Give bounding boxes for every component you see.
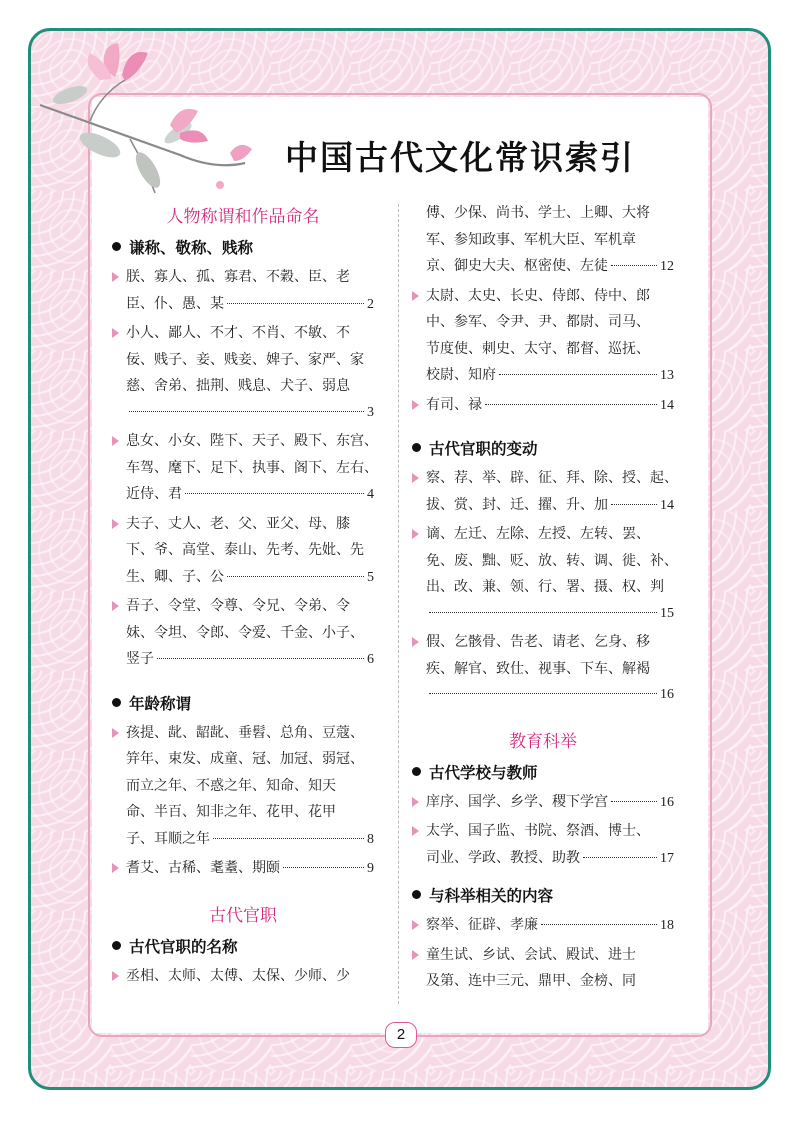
index-entry[interactable] [112,264,374,318]
index-entry[interactable] [412,789,674,817]
subsection-heading: 古代官职的名称 [112,933,374,963]
entry-page-number: 12 [660,259,674,274]
entry-text: 下、爷、高堂、泰山、先考、先妣、先 [126,542,364,558]
entry-text: 有司、禄 [426,396,482,413]
entry-text: 军、参知政事、军机大臣、军机章 [426,231,636,248]
entry-text: 免、废、黜、贬、放、转、调、徙、补、 [426,552,678,569]
column-divider [398,204,399,1004]
entry-text: 疾、解官、致仕、视事、下车、解褐 [426,660,650,677]
entry-text: 息女、小女、陛下、天子、殿下、东宫、 [126,433,378,449]
entry-text: 子、耳顺之年 [126,830,210,847]
entry-text: 命、半百、知非之年、花甲、花甲 [126,804,336,820]
entry-page-number: 8 [367,831,374,847]
spacer [112,885,374,899]
entry-text: 臣、仆、愚、某 [126,295,224,312]
entry-page-number: 9 [367,861,374,876]
entry-last-line [126,855,374,883]
entry-marker-icon [112,519,119,529]
entry-page-number: 2 [367,296,374,312]
index-entry[interactable] [112,593,374,674]
entry-text: 太学、国子监、书院、祭酒、博士、 [426,823,650,839]
subsection-heading: 古代学校与教师 [412,759,674,789]
index-entry[interactable] [112,720,374,854]
leader-dots [611,800,657,802]
index-entry[interactable] [112,963,374,990]
spacer [112,676,374,690]
leader-dots [485,403,657,405]
entry-text: 竖子 [126,651,154,667]
entry-text: 太尉、太史、长史、侍郎、侍中、郎 [426,287,650,304]
section-heading: 教育科举 [509,731,577,751]
entry-text: 孩提、龀、龆龀、垂髫、总角、豆蔻、 [126,724,364,741]
entry-page-number: 14 [660,397,674,413]
entry-last-line [426,601,674,628]
right-column [412,200,678,997]
entry-text: 夫子、丈人、老、父、亚父、母、膝 [126,515,350,532]
entry-page-number: 6 [367,652,374,667]
index-entry[interactable] [112,511,374,592]
bullet-dot-icon [112,698,121,707]
entry-text: 校尉、知府 [426,367,496,383]
entry-marker-icon [412,797,419,807]
entry-text: 傅、少保、尚书、学士、上卿、大将 [426,205,650,221]
entry-page-number: 16 [660,794,674,810]
entry-text: 节度使、刺史、太守、都督、巡抚、 [426,340,650,357]
index-entry[interactable] [412,521,678,627]
leader-dots [429,692,657,694]
entry-marker-icon [412,637,419,647]
entry-marker-icon [412,920,419,930]
left-column [112,200,378,991]
subsection-heading: 年龄称谓 [112,690,374,720]
entry-marker-icon [412,400,419,410]
entry-text: 丞相、太师、太傅、太保、少师、少 [126,967,350,984]
index-entry[interactable] [412,942,674,995]
page-number: 2 [385,1022,417,1048]
leader-dots [213,837,364,839]
index-entry[interactable] [412,912,674,940]
bullet-dot-icon [412,443,421,452]
index-entry[interactable] [412,629,674,709]
entry-text: 而立之年、不惑之年、知命、知天 [126,777,336,794]
entry-last-line [426,789,674,817]
entry-text: 拔、赏、封、迁、擢、升、加 [426,496,608,513]
entry-page-number: 18 [660,918,674,933]
subsection-heading: 谦称、敬称、贱称 [112,234,374,264]
entry-marker-icon [112,272,119,282]
entry-last-line [426,682,674,709]
entry-last-line [426,492,674,520]
leader-dots [611,264,657,266]
section-heading: 古代官职 [209,905,277,925]
entry-marker-icon [412,529,419,539]
entry-text: 庠序、国学、乡学、稷下学宫 [426,793,608,810]
entry-text: 生、卿、子、公 [126,568,224,585]
entry-last-line [126,826,374,854]
index-entry[interactable] [412,283,674,390]
section-heading: 人物称谓和作品命名 [166,207,320,226]
leader-dots [157,657,364,659]
entry-text: 及第、连中三元、鼎甲、金榜、同 [426,973,636,989]
entry-text: 察、荐、举、辟、征、拜、除、授、起、 [426,470,678,486]
entry-text: 京、御史大夫、枢密使、左徒 [426,258,608,274]
leader-dots [227,302,364,304]
entry-marker-icon [112,728,119,738]
entry-marker-icon [112,863,119,873]
entry-text: 司业、学政、教授、助教 [426,849,580,866]
entry-marker-icon [112,328,119,338]
index-entry[interactable] [112,855,374,883]
index-entry[interactable] [412,392,674,420]
leader-dots [129,410,364,412]
entry-marker-icon [412,826,419,836]
entry-text: 吾子、令堂、令尊、令兄、令弟、令 [126,598,350,614]
bullet-dot-icon [112,242,121,251]
entry-last-line [126,291,374,319]
entry-last-line [126,646,374,674]
index-entry[interactable] [112,320,374,426]
entry-page-number: 5 [367,569,374,585]
entry-text: 童生试、乡试、会试、殿试、进士 [426,946,636,963]
entry-marker-icon [112,971,119,981]
entry-marker-icon [412,291,419,301]
entry-text: 朕、寡人、孤、寡君、不穀、臣、老 [126,269,350,285]
entry-text: 慈、舍弟、拙荆、贱息、犬子、弱息 [126,378,350,394]
entry-text: 佞、贱子、妾、贱妾、婢子、家严、家 [126,351,364,368]
leader-dots [583,856,657,858]
entry-last-line [426,845,674,873]
entry-last-line [426,392,674,420]
spacer [412,874,674,882]
spacer [412,421,674,435]
entry-page-number: 4 [367,487,374,502]
entry-marker-icon [112,601,119,611]
entry-last-line [426,912,674,940]
entry-marker-icon [412,473,419,483]
entry-text: 笄年、束发、成童、冠、加冠、弱冠、 [126,751,364,767]
entry-marker-icon [412,950,419,960]
bullet-dot-icon [112,941,121,950]
bullet-dot-icon [412,890,421,899]
entry-text: 近侍、君 [126,486,182,502]
leader-dots [499,373,657,375]
index-entry[interactable] [112,428,378,509]
entry-text: 假、乞骸骨、告老、请老、乞身、移 [426,634,650,650]
entry-text: 出、改、兼、领、行、署、摄、权、判 [426,579,664,595]
entry-last-line [126,564,374,592]
leader-dots [541,923,657,925]
entry-text: 谪、左迁、左除、左授、左转、罢、 [426,526,650,542]
entry-text: 中、参军、令尹、尹、都尉、司马、 [426,314,650,330]
entry-last-line [426,362,674,390]
entry-text: 耆艾、古稀、耄耋、期颐 [126,860,280,876]
subsection-heading: 与科举相关的内容 [412,882,674,912]
index-entry[interactable] [412,465,678,519]
entry-last-line [126,481,374,509]
index-entry[interactable] [412,200,674,281]
entry-last-line [426,253,674,281]
entry-page-number: 13 [660,368,674,383]
leader-dots [185,492,364,494]
entry-page-number: 16 [660,687,674,702]
entry-page-number: 15 [660,605,674,621]
spacer [412,711,674,725]
leader-dots [227,575,364,577]
leader-dots [429,611,657,613]
bullet-dot-icon [412,767,421,776]
entry-text: 小人、鄙人、不才、不肖、不敏、不 [126,325,350,341]
entry-page-number: 3 [367,404,374,420]
leader-dots [283,866,364,868]
entry-last-line [126,400,374,427]
page-title: 中国古代文化常识索引 [285,138,635,177]
subsection-heading: 古代官职的变动 [412,435,674,465]
entry-page-number: 14 [660,497,674,513]
entry-text: 车驾、麾下、足下、执事、阁下、左右、 [126,459,378,476]
entry-marker-icon [112,436,119,446]
leader-dots [611,503,657,505]
index-entry[interactable] [412,818,674,872]
entry-page-number: 17 [660,850,674,866]
entry-text: 妹、令坦、令郎、令爱、千金、小子、 [126,624,364,641]
entry-text: 察举、征辟、孝廉 [426,917,538,933]
